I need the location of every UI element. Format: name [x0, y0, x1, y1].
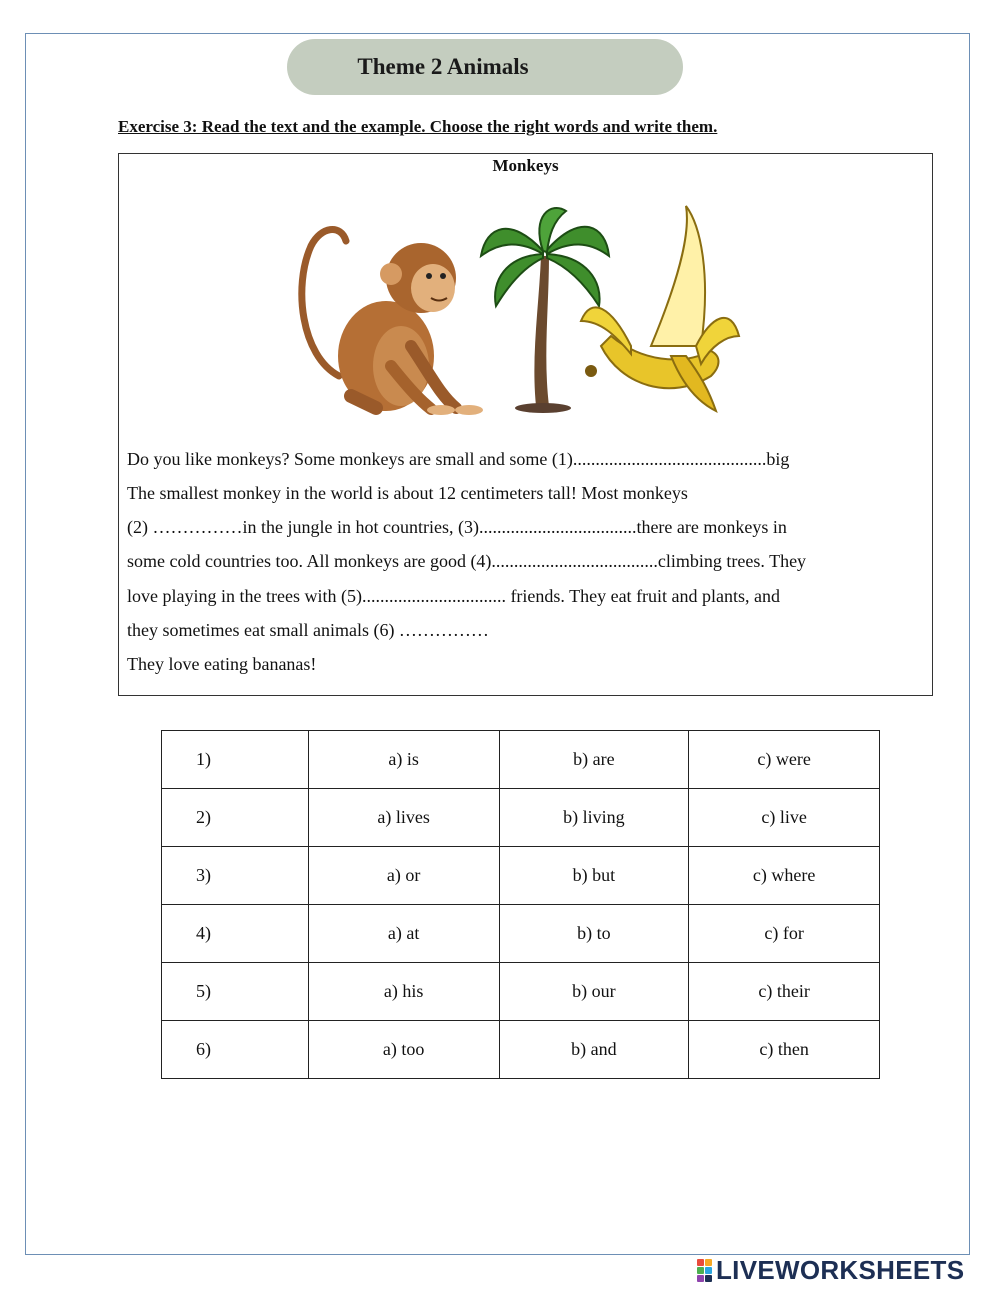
option-c[interactable]: c) live	[689, 789, 880, 847]
option-b[interactable]: b) our	[499, 963, 689, 1021]
reading-line-1: Do you like monkeys? Some monkeys are small and some (1)...........................................big	[127, 449, 790, 469]
option-a[interactable]: a) is	[308, 731, 499, 789]
logo-block	[697, 1259, 704, 1266]
reading-line-5: love playing in the trees with (5)................................ friends. They eat fruit and plants, and	[127, 586, 781, 606]
reading-line-4: some cold countries too. All monkeys are good (4).....................................climbing trees. They	[127, 551, 807, 571]
logo-block	[705, 1259, 712, 1266]
page-title: Theme 2 Animals	[357, 54, 529, 79]
logo-block	[697, 1275, 704, 1282]
table-row	[162, 905, 880, 963]
theme-header	[287, 39, 683, 95]
option-a[interactable]: a) too	[308, 1021, 499, 1079]
option-c[interactable]: c) for	[689, 905, 880, 963]
table-row	[162, 847, 880, 905]
option-c[interactable]: c) were	[689, 731, 880, 789]
reading-title: Monkeys	[492, 156, 559, 175]
logo-block	[705, 1275, 712, 1282]
table-row	[162, 1021, 880, 1079]
option-b[interactable]: b) are	[499, 731, 689, 789]
answer-options-table	[161, 730, 880, 1079]
option-a[interactable]: a) at	[308, 905, 499, 963]
question-number: 6)	[162, 1021, 309, 1079]
logo-text: LIVEWORKSHEETS	[716, 1255, 965, 1285]
option-c[interactable]: c) their	[689, 963, 880, 1021]
table-row	[162, 963, 880, 1021]
question-number: 1)	[162, 731, 309, 789]
liveworksheets-logo[interactable]	[697, 1255, 964, 1285]
question-number: 2)	[162, 789, 309, 847]
option-a[interactable]: a) his	[308, 963, 499, 1021]
option-a[interactable]: a) lives	[308, 789, 499, 847]
banana-icon	[581, 206, 739, 411]
table-row	[162, 789, 880, 847]
exercise-instruction: Exercise 3: Read the text and the example. Choose the right words and write them.	[118, 117, 718, 136]
option-b[interactable]: b) but	[499, 847, 689, 905]
reading-line-7: They love eating bananas!	[127, 654, 317, 674]
reading-line-6: they sometimes eat small animals (6) ……………	[127, 620, 489, 640]
option-c[interactable]: c) where	[689, 847, 880, 905]
reading-box	[118, 153, 933, 696]
reading-line-3: (2) ……………in the jungle in hot countries, (3)...................................there are monkeys in	[127, 517, 787, 537]
logo-block	[705, 1267, 712, 1274]
question-number: 3)	[162, 847, 309, 905]
question-number: 4)	[162, 905, 309, 963]
illustration	[291, 196, 751, 431]
logo-block	[697, 1267, 704, 1274]
monkey-icon	[302, 230, 483, 415]
option-b[interactable]: b) and	[499, 1021, 689, 1079]
reading-line-2: The smallest monkey in the world is about 12 centimeters tall! Most monkeys	[127, 483, 688, 503]
table-row	[162, 731, 880, 789]
logo-blocks-icon	[697, 1259, 712, 1282]
option-b[interactable]: b) living	[499, 789, 689, 847]
question-number: 5)	[162, 963, 309, 1021]
option-c[interactable]: c) then	[689, 1021, 880, 1079]
option-b[interactable]: b) to	[499, 905, 689, 963]
option-a[interactable]: a) or	[308, 847, 499, 905]
